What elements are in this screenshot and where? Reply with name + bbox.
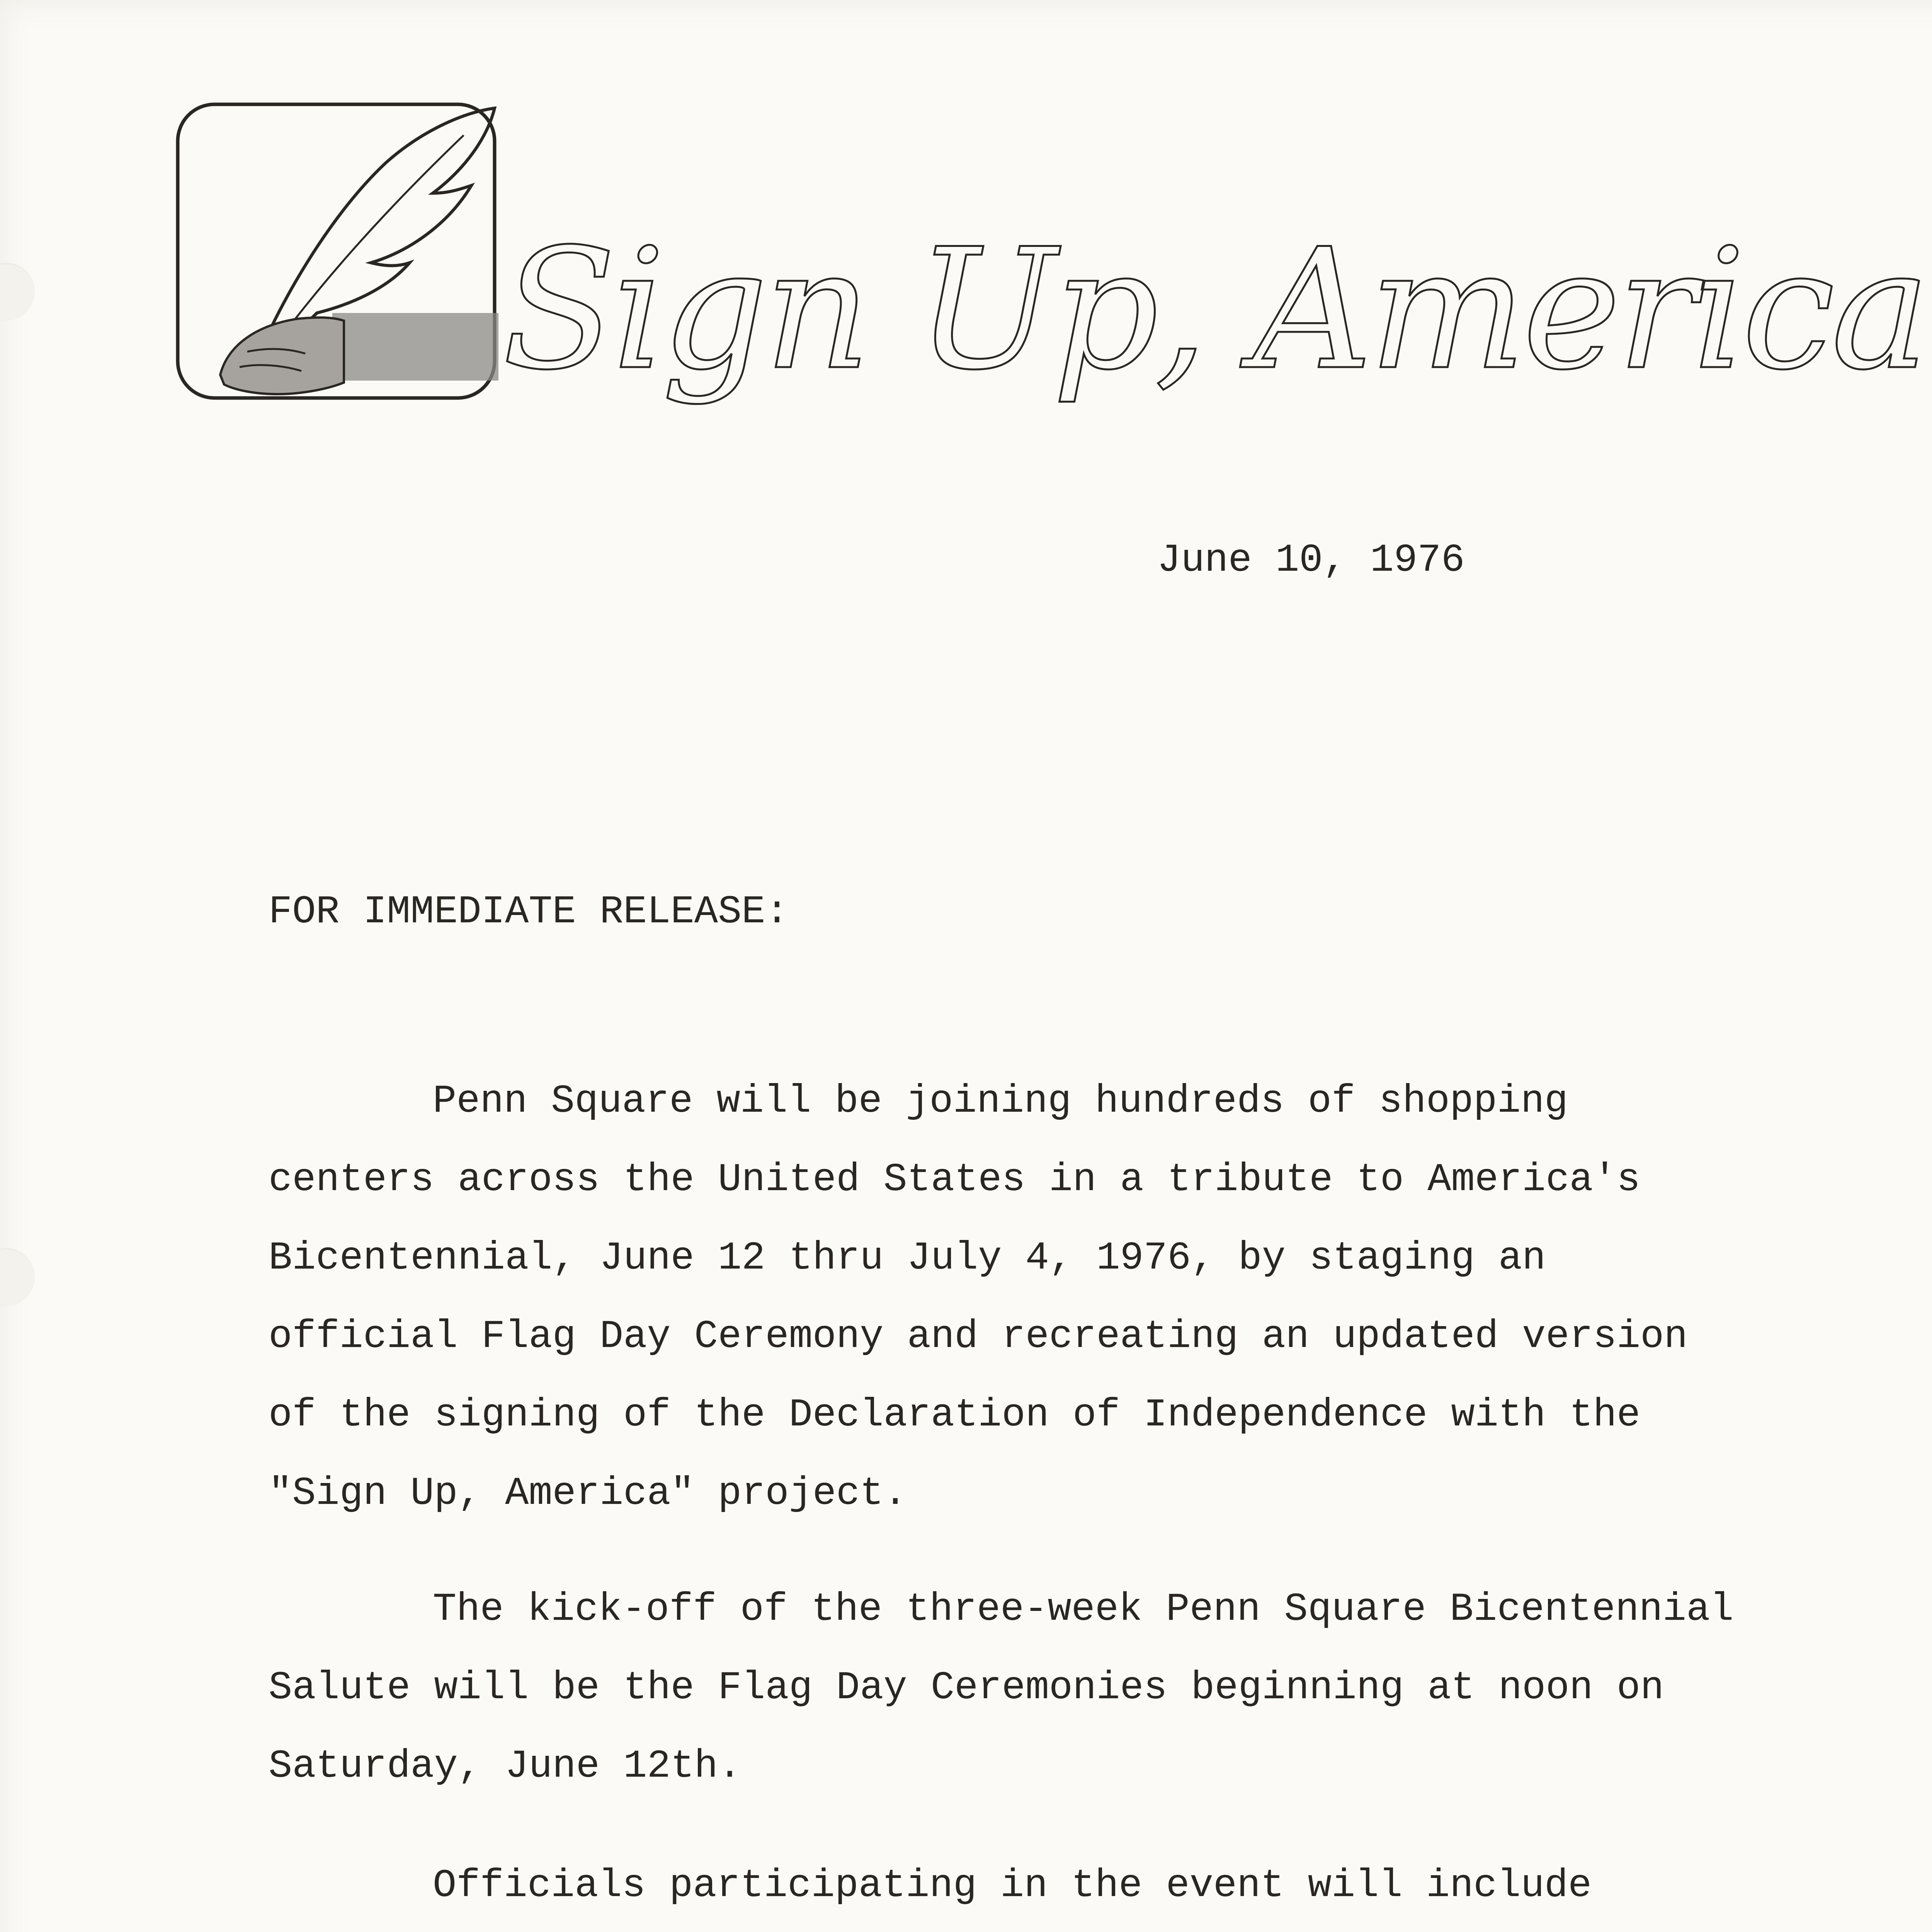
paragraph-intro [269, 1074, 1776, 1545]
document-date: June 10, 1976 [1157, 538, 1465, 583]
paragraph-line: centers across the United States in a tribute to America's [269, 1157, 1641, 1202]
paragraph-line: The kick-off of the three-week Penn Square Bicentennial [433, 1587, 1734, 1632]
punch-hole [0, 1248, 35, 1306]
punch-hole [0, 263, 35, 321]
paragraph-line: Saturday, June 12th. [269, 1744, 742, 1789]
paragraph-line: of the signing of the Declaration of Independence with the [269, 1393, 1641, 1437]
paragraph-line: official Flag Day Ceremony and recreating an updated version [269, 1314, 1688, 1359]
quill-hand-logo-icon [170, 97, 1927, 444]
release-heading: FOR IMMEDIATE RELEASE: [269, 889, 789, 934]
paragraph-kickoff [269, 1582, 1776, 1818]
letterhead-logo [170, 97, 1927, 444]
logo-wordmark: Sign Up, America [502, 213, 1927, 406]
paragraph-line: "Sign Up, America" project. [269, 1471, 907, 1516]
paragraph-line: Officials participating in the event will include [433, 1863, 1592, 1908]
paragraph-line: Penn Square will be joining hundreds of shopping [433, 1079, 1568, 1124]
paragraph-line: Bicentennial, June 12 thru July 4, 1976, by staging an [269, 1236, 1546, 1281]
paragraph-officials [269, 1859, 1776, 1932]
paragraph-line: Salute will be the Flag Day Ceremonies beginning at noon on [269, 1665, 1664, 1710]
